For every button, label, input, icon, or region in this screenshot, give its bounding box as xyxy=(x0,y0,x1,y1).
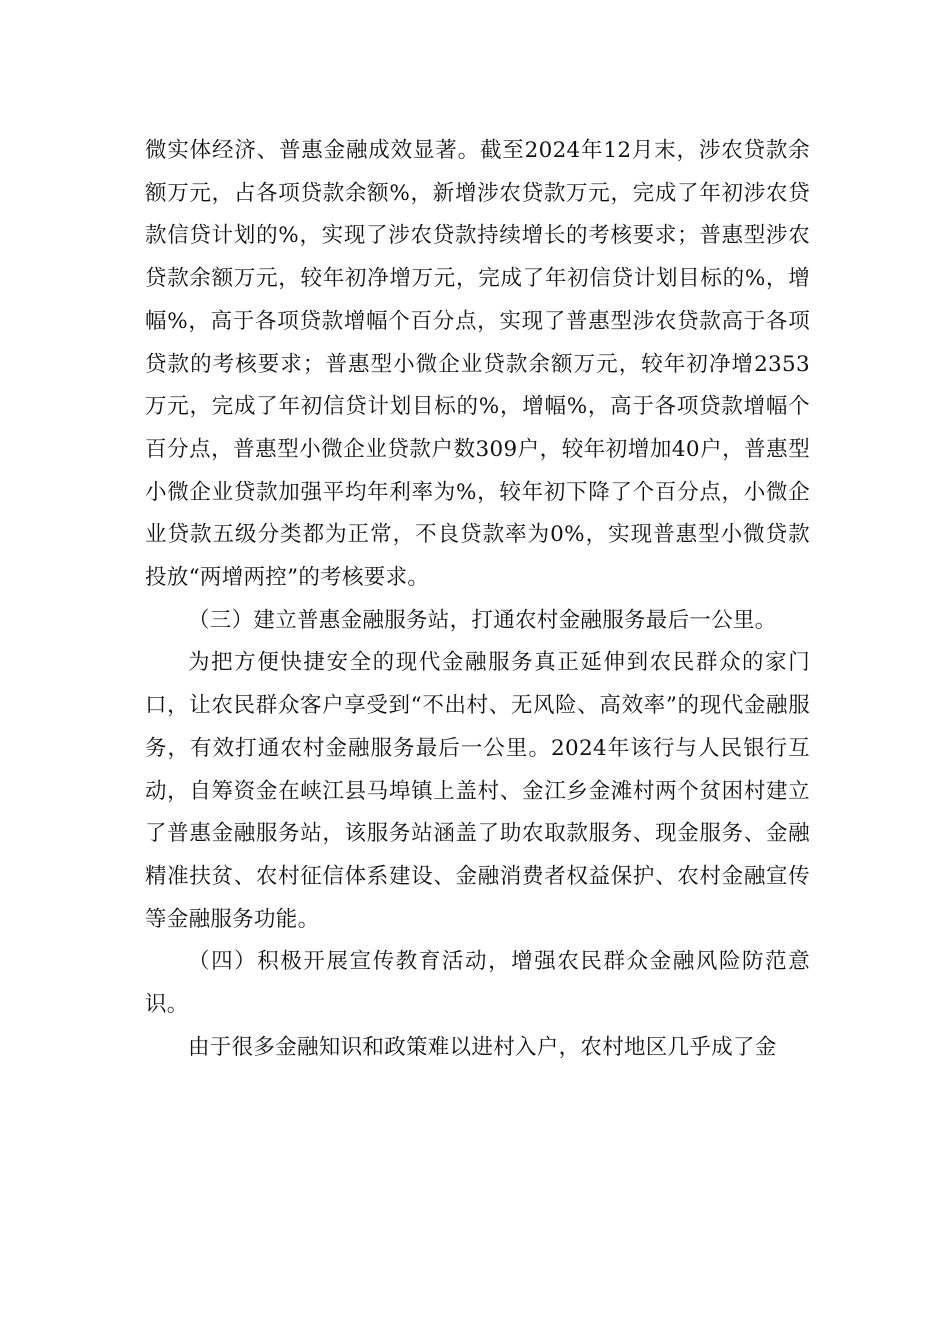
paragraph-financial-knowledge: 由于很多金融知识和政策难以进村入户，农村地区几乎成了金 xyxy=(188,1034,777,1060)
document-page xyxy=(145,130,810,1069)
section-heading-4: （四）积极开展宣传教育活动，增强农民群众金融风险防范意识。 xyxy=(145,949,810,1018)
section-heading-3: （三）建立普惠金融服务站，打通农村金融服务最后一公里。 xyxy=(188,607,777,633)
paragraph-continuation: 微实体经济、普惠金融成效显著。截至2024年12月末，涉农贷款余额万元，占各项贷款余额%，新增涉农贷款万元，完成了年初涉农贷款信贷计划的%，实现了涉农贷款持续增长的考核要求；普惠型涉农贷款余额万元，较年初净增万元，完成了年初信贷计划目标的%，增幅%，高于各项贷款增幅个百分点，实现了普惠型涉农贷款高于各项贷款的考核要求；普惠型小微企业贷款余额万元，较年初净增2353万元，完成了年初信贷计划目标的%，增幅%，高于各项贷款增幅个百分点，普惠型小微企业贷款户数309户，较年初增加40户，普惠型小微企业贷款加强平均年利率为%，较年初下降了个百分点，小微企业贷款五级分类都为正常，不良贷款率为0%，实现普惠型小微贷款投放“两增两控”的考核要求。 xyxy=(145,138,810,591)
paragraph-service-station: 为把方便快捷安全的现代金融服务真正延伸到农民群众的家门口，让农民群众客户享受到“不出村、无风险、高效率”的现代金融服务，有效打通农村金融服务最后一公里。2024年该行与人民银行互动，自筹资金在峡江县马埠镇上盖村、金江乡金滩村两个贫困村建立了普惠金融服务站，该服务站涵盖了助农取款服务、现金服务、金融精准扶贫、农村征信体系建设、金融消费者权益保护、农村金融宣传等金融服务功能。 xyxy=(145,650,810,932)
